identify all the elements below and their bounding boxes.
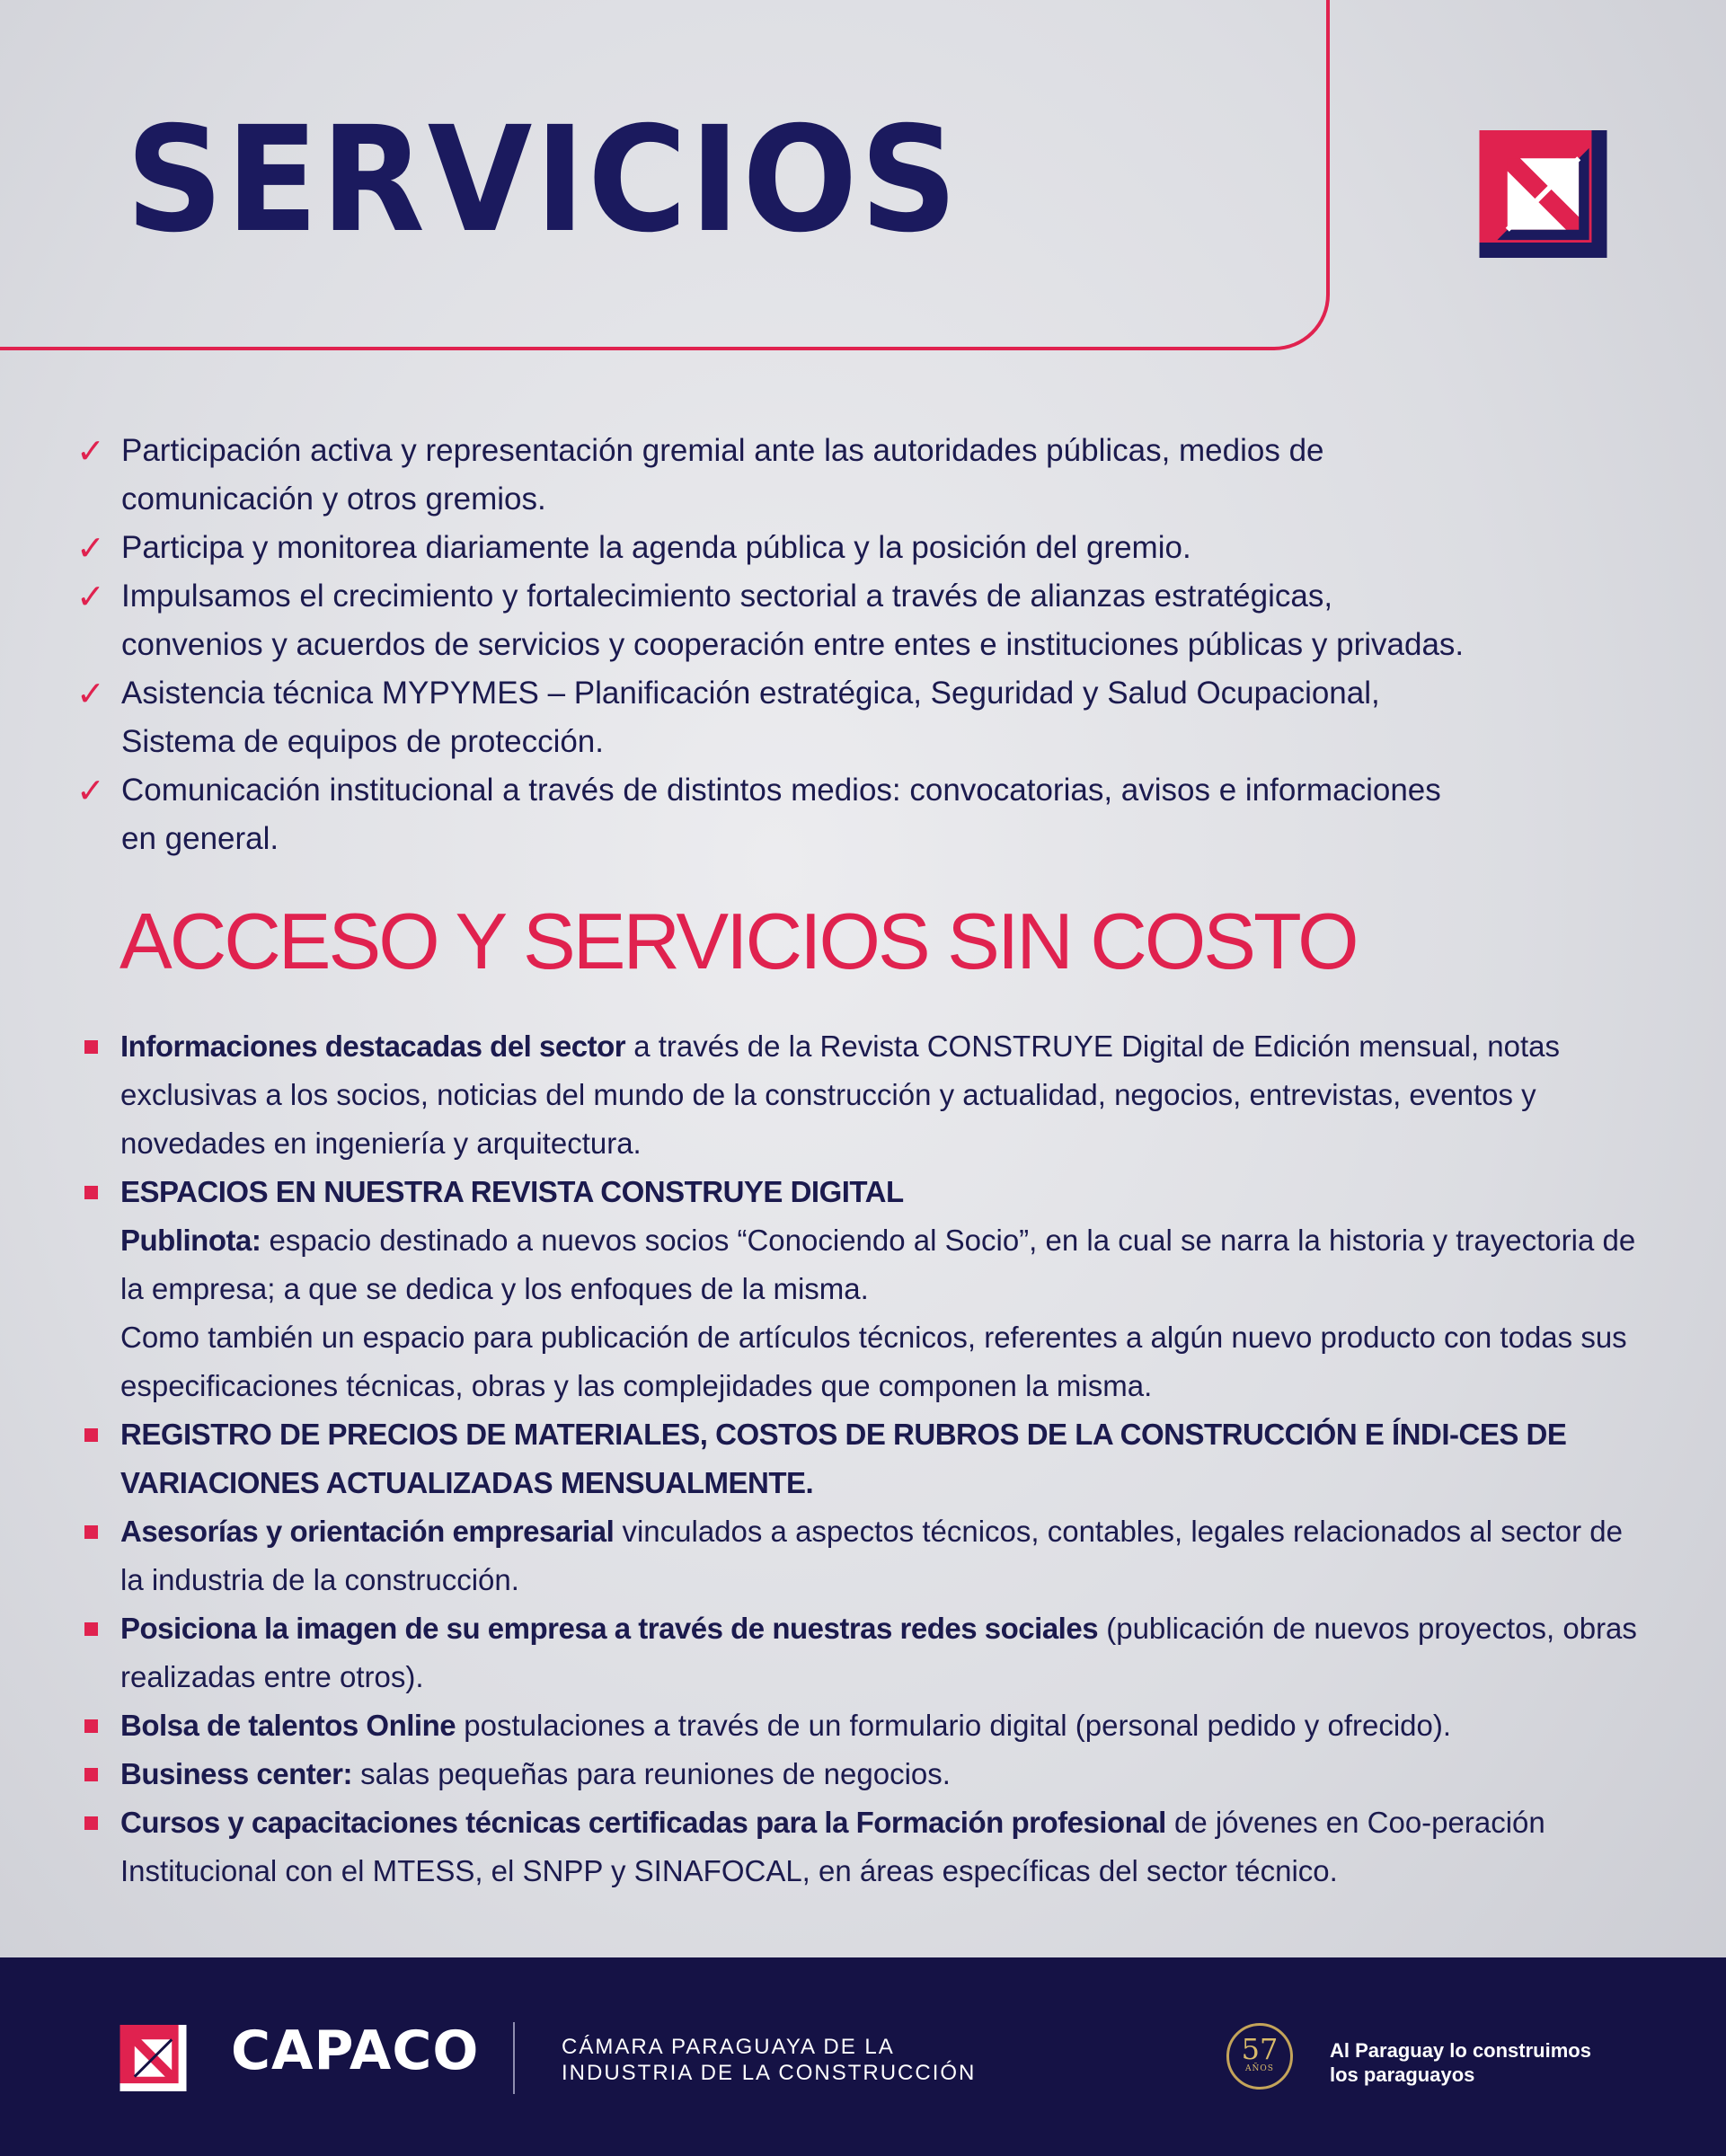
service-line: Participa y monitorea diariamente la agenda pública y la posición del gremio. (121, 530, 1191, 565)
square-bullet-icon (84, 1622, 98, 1636)
square-bullet-icon (84, 1768, 98, 1781)
item-heading: ESPACIOS EN NUESTRA REVISTA CONSTRUYE DIGITAL (120, 1175, 904, 1208)
item-heading: Posiciona la imagen de su empresa a través de nuestras redes sociales (120, 1612, 1099, 1645)
brand-name: CAPACO (231, 2019, 480, 2082)
check-icon: ✓ (76, 577, 105, 616)
square-bullet-icon (84, 1719, 98, 1733)
check-icon: ✓ (76, 674, 105, 713)
list-item (76, 427, 1640, 524)
page-title: SERVICIOS (126, 96, 960, 265)
square-bullet-icon (84, 1428, 98, 1442)
item-heading: Business center: (120, 1757, 352, 1790)
list-item (83, 1507, 1646, 1604)
item-text: postulaciones a través de un formulario digital (personal pedido y ofrecido). (456, 1709, 1452, 1742)
list-item (76, 524, 1640, 572)
slogan-line: los paraguayos (1330, 2063, 1475, 2086)
item-heading: Informaciones destacadas del sector (120, 1029, 626, 1063)
item-text: vinculados a aspectos técnicos, contables, legales relacionados al sector de la industria de la construcción. (120, 1515, 1623, 1596)
item-text: (publicación de nuevos proyectos, obras realizadas entre otros). (120, 1612, 1637, 1693)
square-bullet-icon (84, 1186, 98, 1199)
service-line: Comunicación institucional a través de distintos medios: convocatorias, avisos e informaciones (121, 773, 1441, 808)
list-item (76, 766, 1640, 863)
list-item (83, 1022, 1646, 1168)
item-subheading: Publinota: (120, 1224, 261, 1257)
free-services-list (83, 1022, 1646, 1895)
services-list (76, 427, 1640, 863)
slogan-line: Al Paraguay lo construimos (1330, 2039, 1591, 2062)
service-line: Sistema de equipos de protección. (121, 724, 604, 759)
item-heading: Cursos y capacitaciones técnicas certificadas para la Formación profesional (120, 1806, 1166, 1839)
list-item (83, 1168, 1646, 1410)
service-line: Impulsamos el crecimiento y fortalecimiento sectorial a través de alianzas estratégicas, (121, 579, 1333, 614)
list-item (83, 1750, 1646, 1798)
service-line: comunicación y otros gremios. (121, 482, 546, 517)
square-bullet-icon (84, 1040, 98, 1054)
anniversary-badge-icon (1226, 2023, 1293, 2090)
organization-name (562, 2034, 1065, 2086)
org-line: INDUSTRIA DE LA CONSTRUCCIÓN (562, 2061, 977, 2085)
item-extra: Como también un espacio para publicación de artículos técnicos, referentes a algún nuevo producto con todas sus especificaciones técnicas, obras y las complejidades que componen la misma. (120, 1321, 1627, 1402)
service-line: en general. (121, 821, 279, 856)
service-line: convenios y acuerdos de servicios y cooperación entre entes e instituciones públicas y privadas. (121, 627, 1465, 662)
item-heading: REGISTRO DE PRECIOS DE MATERIALES, COSTOS DE RUBROS DE LA CONSTRUCCIÓN E ÍNDI-CES DE VARIACIONES ACTUALIZADAS MENSUALMENTE. (120, 1418, 1567, 1499)
list-item (76, 572, 1640, 669)
item-subtext: espacio destinado a nuevos socios “Conociendo al Socio”, en la cual se narra la historia y trayectoria de la empresa; a que se dedica y los enfoques de la misma. (120, 1224, 1636, 1305)
list-item (83, 1410, 1646, 1507)
list-item (83, 1798, 1646, 1895)
item-heading: Bolsa de talentos Online (120, 1709, 456, 1742)
item-heading: Asesorías y orientación empresarial (120, 1515, 615, 1548)
item-text: de jóvenes en Coo-peración Institucional con el MTESS, el SNPP y SINAFOCAL, en áreas específicas del sector técnico. (120, 1806, 1545, 1887)
service-line: Asistencia técnica MYPYMES – Planificación estratégica, Seguridad y Salud Ocupacional, (121, 676, 1380, 711)
anniversary-number: 57 (1241, 2032, 1279, 2066)
check-icon: ✓ (76, 771, 105, 810)
slogan (1330, 2038, 1635, 2087)
section-title: ACCESO Y SERVICIOS SIN COSTO (119, 897, 1357, 985)
anniversary-label: AÑOS (1245, 2064, 1274, 2073)
footer-divider (513, 2022, 515, 2094)
footer (0, 1957, 1726, 2156)
check-icon: ✓ (76, 528, 105, 568)
service-line: Participación activa y representación gremial ante las autoridades públicas, medios de (121, 433, 1324, 468)
org-line: CÁMARA PARAGUAYA DE LA (562, 2035, 895, 2059)
capaco-logo-icon (119, 2025, 187, 2091)
list-item (83, 1604, 1646, 1701)
capaco-logo-icon (1478, 130, 1608, 258)
check-icon: ✓ (76, 431, 105, 471)
item-paragraph (120, 1216, 1646, 1313)
list-item (83, 1701, 1646, 1750)
item-text: a través de la Revista CONSTRUYE Digital de Edición mensual, notas exclusivas a los socios, noticias del mundo de la construcción y actualidad, negocios, entrevistas, eventos y novedades en ingeniería y arquitectura. (120, 1029, 1561, 1160)
square-bullet-icon (84, 1525, 98, 1539)
item-text: salas pequeñas para reuniones de negocios. (351, 1757, 951, 1790)
list-item (76, 669, 1640, 766)
square-bullet-icon (84, 1816, 98, 1830)
